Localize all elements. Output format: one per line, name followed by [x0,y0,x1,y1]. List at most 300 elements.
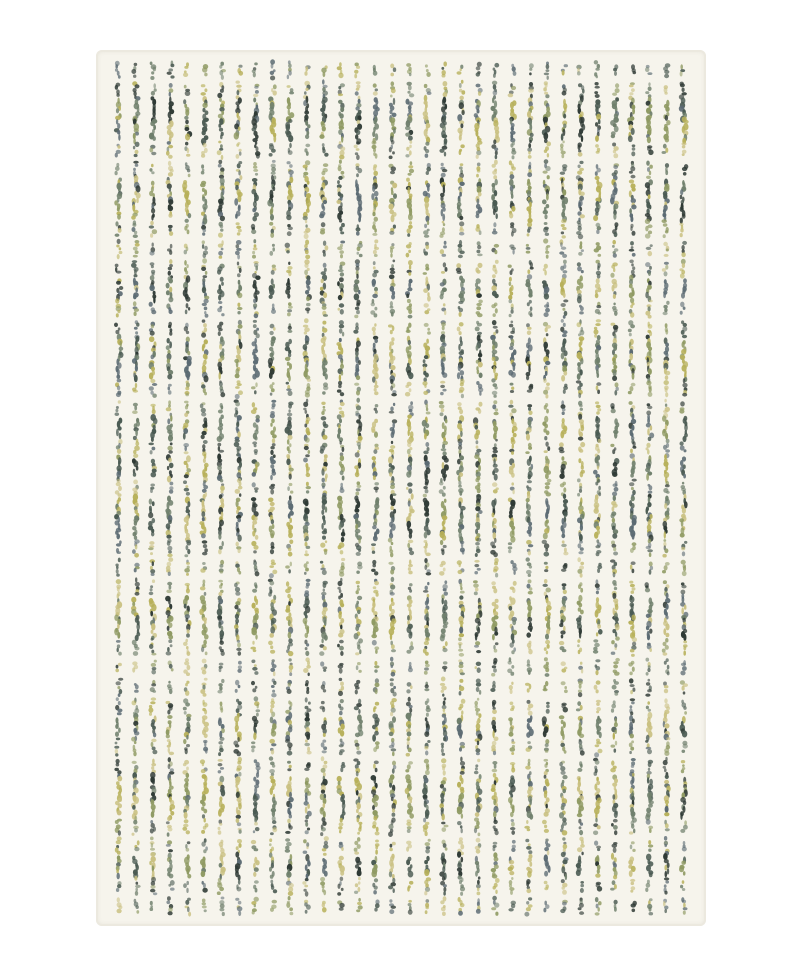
rug-speckle [271,562,276,565]
rug-speckle [152,561,154,566]
rug-speckle [204,73,207,77]
rug-speckle [322,391,326,394]
rug-speckle [372,273,377,278]
rug-speckle [612,143,616,147]
rug-speckle [339,328,343,333]
rug-speckle [220,144,223,148]
rug-speckle [424,251,428,255]
rug-speckle [457,114,462,121]
rug-speckle [408,165,413,168]
rug-speckle [632,373,635,380]
rug-speckle [579,449,583,453]
rug-speckle [546,383,550,386]
rug-speckle [577,493,580,497]
rug-speckle [118,134,120,141]
rug-speckle [393,193,397,199]
rug-speckle [339,524,342,530]
rug-speckle [594,643,600,647]
rug-speckle [458,649,463,652]
rug-speckle [511,150,516,155]
rug-speckle [613,68,617,72]
rug-speckle [338,384,342,388]
rug-speckle [254,516,257,520]
rug-speckle [409,265,411,270]
rug-speckle [186,562,190,565]
rug-speckle [218,328,223,331]
rug-speckle [646,161,650,166]
rug-speckle [115,171,118,175]
rug-speckle [664,503,667,509]
rug-speckle [665,392,668,397]
rug-speckle [632,533,635,540]
rug-speckle [237,232,241,235]
rug-speckle [630,649,635,652]
rug-speckle [631,151,635,156]
rug-speckle [411,493,414,499]
rug-speckle [290,562,292,567]
rug-speckle [527,172,532,177]
rug-speckle [304,327,310,332]
rug-speckle [544,562,548,565]
rug-speckle [424,224,427,228]
rug-speckle [168,384,172,387]
rug-speckle [595,144,599,148]
rug-speckle [492,545,496,548]
rug-speckle [680,533,685,538]
rug-speckle [409,551,414,556]
rug-speckle [238,486,243,490]
rug-speckle [252,255,256,259]
rug-speckle [253,550,257,553]
rug-speckle [270,71,274,75]
rug-speckle [252,589,257,593]
rug-speckle [167,476,171,483]
rug-speckle [528,411,532,416]
rug-speckle [237,518,241,523]
rug-speckle [528,385,533,390]
rug-speckle [613,150,616,153]
rug-speckle [527,233,530,236]
rug-speckle [150,62,153,66]
rug-speckle [629,92,633,95]
rug-speckle [393,225,396,229]
rug-speckle [286,250,290,253]
rug-speckle [219,256,223,259]
rug-speckle [631,496,635,502]
rug-speckle [561,219,566,223]
rug-speckle [372,456,376,460]
rug-speckle [151,437,154,442]
rug-speckle [219,668,222,673]
rug-speckle [304,110,309,114]
rug-speckle [170,442,173,445]
rug-speckle [595,82,599,85]
rug-speckle [184,66,188,69]
rug-speckle [374,313,378,317]
rug-speckle [167,141,171,145]
rug-speckle [271,167,276,172]
rug-speckle [529,63,534,68]
rug-speckle [289,164,293,168]
rug-speckle [459,182,464,186]
rug-speckle [117,71,120,76]
rug-speckle [272,244,275,247]
rug-speckle [237,293,242,299]
rug-speckle [545,634,549,640]
rug-speckle [115,264,119,268]
rug-speckle [185,485,188,488]
rug-speckle [577,171,582,175]
rug-speckle [306,585,309,588]
rug-speckle [494,474,498,481]
rug-speckle [271,309,276,314]
rug-speckle [475,425,479,430]
rug-speckle [166,610,171,616]
rug-speckle [119,251,123,254]
rug-speckle [427,328,430,331]
rug-speckle [374,571,378,575]
rug-speckle [547,175,550,179]
rug-speckle [169,463,174,469]
rug-speckle [530,267,534,270]
rug-speckle [217,465,222,471]
rug-speckle [135,331,138,334]
rug-speckle [115,412,120,416]
rug-speckle [478,465,481,472]
rug-speckle [320,543,325,548]
rug-speckle [133,450,136,454]
rug-speckle [183,480,187,484]
rug-speckle [578,252,582,256]
rug-speckle [478,362,483,368]
rug-speckle [459,331,462,335]
rug-speckle [425,64,428,67]
rug-speckle [200,404,204,409]
rug-speckle [476,174,479,178]
rug-speckle [562,167,566,172]
rug-speckle [684,449,687,452]
rug-speckle [201,435,205,440]
rug-speckle [683,566,686,572]
rug-speckle [491,500,496,507]
rug-speckle [133,301,137,306]
rug-speckle [476,303,482,306]
rug-speckle [151,152,156,155]
rug-speckle [270,393,273,396]
rug-speckle [357,247,361,251]
rug-speckle [251,386,256,389]
rug-speckle [440,249,444,254]
rug-speckle [628,391,632,394]
rug-speckle [445,267,448,272]
rug-speckle [168,404,171,408]
rug-speckle [149,285,154,291]
rug-speckle [151,71,154,74]
rug-speckle [306,546,311,549]
rug-speckle [391,542,394,545]
rug-speckle [666,491,670,494]
rug-speckle [478,353,482,358]
rug-speckle [508,265,512,268]
rug-speckle [220,479,223,482]
rug-speckle [255,266,258,271]
rug-speckle [440,564,444,567]
rug-speckle [439,404,445,408]
rug-speckle [443,545,447,548]
rug-speckle [511,451,514,455]
rug-speckle [252,667,257,671]
rug-speckle [528,151,531,155]
rug-speckle [152,579,155,583]
rug-speckle [268,592,272,596]
rug-speckle [338,545,342,549]
rug-speckle [581,135,583,142]
rug-speckle [204,592,207,596]
rug-speckle [254,390,257,394]
rug-speckle [632,446,636,449]
rug-speckle [442,451,446,455]
rug-speckle [356,581,360,584]
rug-speckle [663,312,668,316]
rug-speckle [375,404,379,407]
rug-speckle [427,331,431,335]
rug-speckle [288,569,291,573]
rug-speckle [494,294,499,299]
rug-speckle [473,584,479,588]
rug-speckle [391,432,395,439]
rug-speckle [305,290,309,295]
rug-speckle [409,589,412,593]
rug-speckle [355,91,359,95]
rug-speckle [630,216,633,222]
rug-speckle [341,558,345,561]
rug-speckle [133,168,136,171]
rug-speckle [424,323,429,327]
rug-speckle [269,573,274,578]
rug-speckle [252,530,255,536]
rug-speckle [645,67,649,72]
rug-speckle [495,439,498,442]
rug-speckle [321,639,323,644]
rug-speckle [253,360,258,365]
rug-speckle [684,605,687,610]
rug-speckle [564,64,568,67]
rug-speckle [444,241,447,245]
rug-speckle [527,327,532,330]
rug-speckle [236,244,240,248]
rug-speckle [510,102,514,109]
rug-speckle [372,525,377,529]
rug-speckle [650,425,653,430]
rug-speckle [322,503,326,510]
rug-speckle [492,170,497,175]
rug-speckle [577,557,581,562]
rug-speckle [405,392,410,397]
rug-speckle [580,471,584,477]
rug-speckle [442,169,447,172]
rug-speckle [544,214,547,219]
rug-speckle [115,409,118,412]
rug-speckle [356,155,360,161]
rug-speckle [372,185,375,192]
rug-speckle [118,400,121,404]
rug-speckle [632,108,635,115]
rug-speckle [186,492,190,496]
rug-speckle [117,310,120,313]
rug-speckle [150,588,153,591]
rug-speckle [255,599,258,605]
rug-speckle [201,84,206,87]
rug-speckle [511,439,516,444]
rug-speckle [458,364,461,371]
rug-speckle [528,591,533,595]
rug-speckle [184,474,189,478]
rug-speckle [494,443,497,447]
rug-speckle [628,135,633,142]
rug-speckle [680,195,683,199]
rug-speckle [389,411,395,414]
rug-speckle [615,88,620,93]
rug-speckle [371,546,374,551]
rug-speckle [649,300,653,303]
rug-speckle [202,103,207,109]
rug-speckle [151,653,156,656]
rug-speckle [563,114,566,119]
rug-speckle [408,136,413,141]
rug-speckle [340,392,344,396]
rug-speckle [201,164,204,168]
rug-speckle [202,540,208,543]
rug-speckle [543,378,547,383]
rug-speckle [409,583,413,586]
rug-speckle [255,490,258,493]
rug-speckle [440,412,444,416]
rug-speckle [560,483,565,487]
rug-speckle [115,298,119,303]
rug-speckle [251,409,257,414]
rug-speckle [222,541,224,547]
rug-speckle [167,358,170,363]
rug-speckle [578,551,583,554]
rug-speckle [254,313,259,318]
rug-speckle [630,241,634,245]
rug-speckle [221,155,224,160]
rug-speckle [152,383,157,386]
rug-speckle [168,172,173,177]
rug-speckle [595,171,598,176]
rug-speckle [235,587,240,592]
rug-speckle [135,142,140,147]
rug-speckle [171,668,174,671]
rug-speckle [561,133,564,140]
rug-speckle [354,279,359,284]
rug-speckle [303,458,308,463]
rug-speckle [218,141,221,144]
rug-speckle [169,83,173,88]
rug-speckle [459,150,462,155]
rug-speckle [679,409,684,413]
rug-speckle [596,319,601,322]
rug-speckle [186,455,191,462]
rug-speckle [559,623,563,627]
rug-speckle [185,219,189,223]
rug-speckle [610,444,614,447]
rug-speckle [319,214,324,219]
rug-speckle [303,402,308,407]
rug-speckle [201,332,206,337]
rug-speckle [305,255,310,260]
rug-speckle [358,538,361,544]
rug-speckle [322,530,327,534]
rug-speckle [339,589,342,593]
rug-speckle [664,548,668,553]
rug-speckle [460,144,464,148]
rug-speckle [443,223,445,226]
rug-speckle [682,241,687,245]
rug-speckle [287,266,292,270]
rug-speckle [151,324,154,328]
rug-speckle [425,637,430,641]
rug-speckle [645,91,649,94]
rug-speckle [133,390,138,393]
rug-speckle [665,115,668,121]
rug-speckle [185,91,191,96]
rug-speckle [665,562,670,566]
rug-speckle [120,341,122,348]
rug-speckle [184,326,188,331]
rug-speckle [133,75,136,78]
rug-speckle [307,379,311,382]
rug-speckle [492,274,496,278]
rug-speckle [408,540,413,544]
rug-speckle [184,226,187,231]
rug-speckle [357,596,362,600]
rug-speckle [408,272,411,276]
rug-speckle [461,80,464,84]
rug-speckle [613,268,615,272]
rug-speckle [545,482,551,485]
rug-speckle [493,552,498,557]
rug-speckle [131,215,136,219]
rug-speckle [681,142,686,145]
rug-speckle [596,242,600,246]
rug-speckle [169,664,173,669]
rug-speckle [408,567,411,571]
rug-speckle [167,553,172,557]
rug-speckle [511,387,514,390]
rug-speckle [427,582,429,585]
rug-speckle [339,155,344,160]
rug-speckle [374,444,378,448]
rug-speckle [632,637,637,642]
rug-speckle [149,225,154,228]
rug-speckle [272,443,276,446]
rug-speckle [577,322,582,327]
rug-speckle [614,487,619,492]
rug-speckle [149,644,153,649]
rug-speckle [239,149,242,152]
rug-speckle [460,431,463,437]
rug-speckle [665,645,669,650]
rug-speckle [682,507,686,514]
rug-speckle [252,402,255,407]
rug-speckle [253,545,258,550]
rug-speckle [133,234,138,238]
rug-speckle [563,499,568,504]
rug-speckle [305,66,308,71]
rug-speckle [682,335,687,338]
rug-speckle [631,561,636,565]
